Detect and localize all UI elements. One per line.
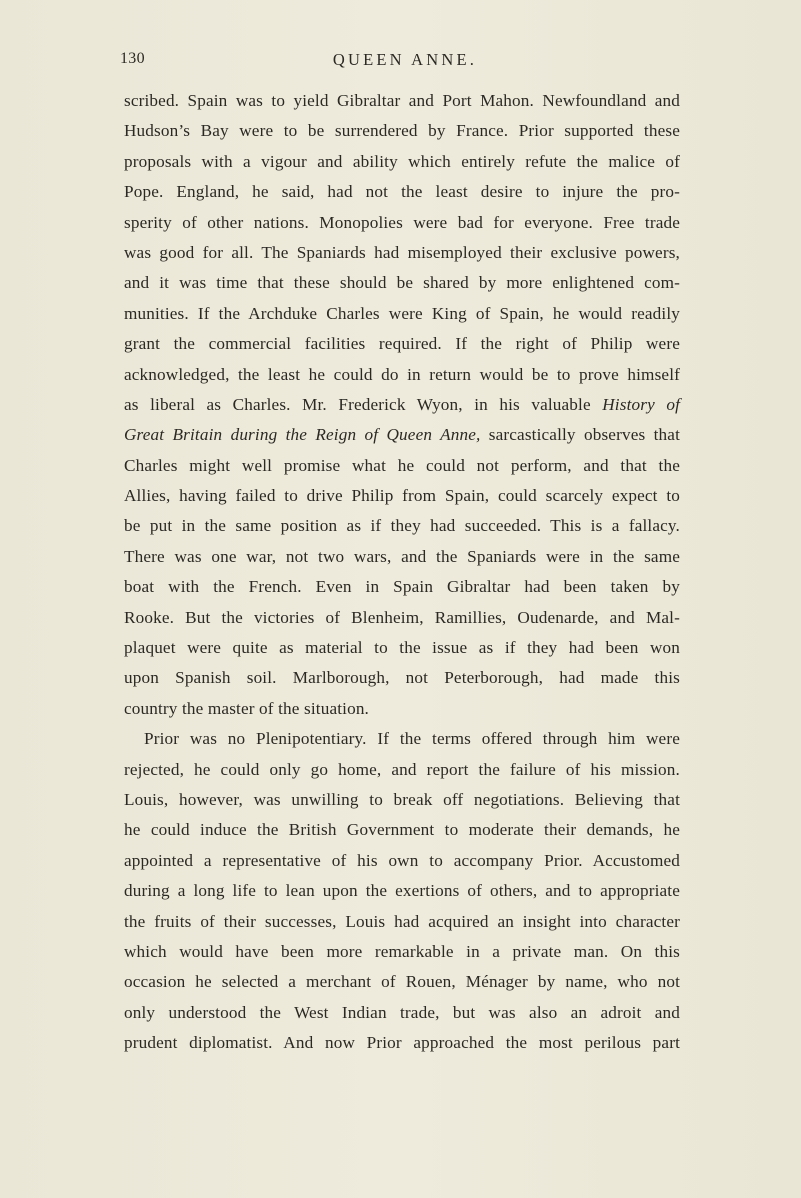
text-line: Louis, however, was unwilling to break off negotiations. Believing that [124, 789, 680, 809]
text-line: upon Spanish soil. Marlborough, not Peterborough, had made this [124, 668, 680, 688]
text-line: plaquet were quite as material to the issue as if they had been won [124, 638, 680, 658]
text-line: the fruits of their successes, Louis had acquired an insight into character [124, 911, 680, 931]
text-line: which would have been more remarkable in a private man. On this [124, 941, 680, 961]
book-title-italic: Great Britain during the Reign of Queen Anne, [124, 425, 481, 445]
text-line: Prior was no Plenipotentiary. If the terms offered through him were [144, 729, 680, 749]
text-line: be put in the same position as if they had succeeded. This is a fallacy. [124, 516, 680, 536]
running-head: QUEEN ANNE. [332, 50, 478, 69]
text-line: was good for all. The Spaniards had misemployed their exclusive powers, [124, 242, 680, 262]
text-line: he could induce the British Government to moderate their demands, he [124, 820, 680, 840]
text-line: grant the commercial facilities required. If the right of Philip were [124, 334, 680, 354]
text-line: occasion he selected a merchant of Rouen, Ménager by name, who not [124, 972, 680, 992]
text-line [124, 420, 680, 450]
text-line: Rooke. But the victories of Blenheim, Ramillies, Oudenarde, and Mal- [124, 607, 680, 627]
text-line: proposals with a vigour and ability which entirely refute the malice of [124, 151, 680, 171]
text-line: sperity of other nations. Monopolies were bad for everyone. Free trade [124, 212, 680, 232]
text-line: rejected, he could only go home, and report the failure of his mission. [124, 759, 680, 779]
text-line: during a long life to lean upon the exertions of others, and to appropriate [124, 881, 680, 901]
text-line: country the master of the situation. [124, 698, 370, 718]
text-line: prudent diplomatist. And now Prior approached the most perilous part [124, 1033, 680, 1053]
text-line: Allies, having failed to drive Philip from Spain, could scarcely expect to [124, 486, 680, 506]
text-line [124, 390, 680, 420]
text-line: acknowledged, the least he could do in return would be to prove himself [124, 364, 680, 384]
text-fragment: as liberal as Charles. Mr. Frederick Wyon, in his valuable [124, 394, 591, 414]
text-fragment: sarcastically observes that [488, 425, 680, 445]
text-line: There was one war, not two wars, and the Spaniards were in the same [124, 546, 680, 566]
text-line: Charles might well promise what he could not perform, and that the [124, 455, 680, 475]
book-title-italic: History of [602, 394, 681, 414]
text-line: boat with the French. Even in Spain Gibraltar had been taken by [124, 577, 680, 597]
text-line: only understood the West Indian trade, but was also an adroit and [124, 1002, 680, 1022]
page-header [120, 50, 680, 76]
body-text [124, 86, 680, 1059]
text-line: Hudson’s Bay were to be surrendered by France. Prior supported these [124, 121, 680, 141]
page-number: 130 [120, 50, 145, 67]
text-line: scribed. Spain was to yield Gibraltar and Port Mahon. Newfoundland and [124, 91, 680, 110]
text-line: and it was time that these should be shared by more enlightened com- [124, 273, 680, 293]
text-line: munities. If the Archduke Charles were King of Spain, he would readily [124, 303, 680, 323]
text-line: Pope. England, he said, had not the least desire to injure the pro- [124, 182, 680, 202]
text-line: appointed a representative of his own to accompany Prior. Accustomed [124, 850, 680, 870]
